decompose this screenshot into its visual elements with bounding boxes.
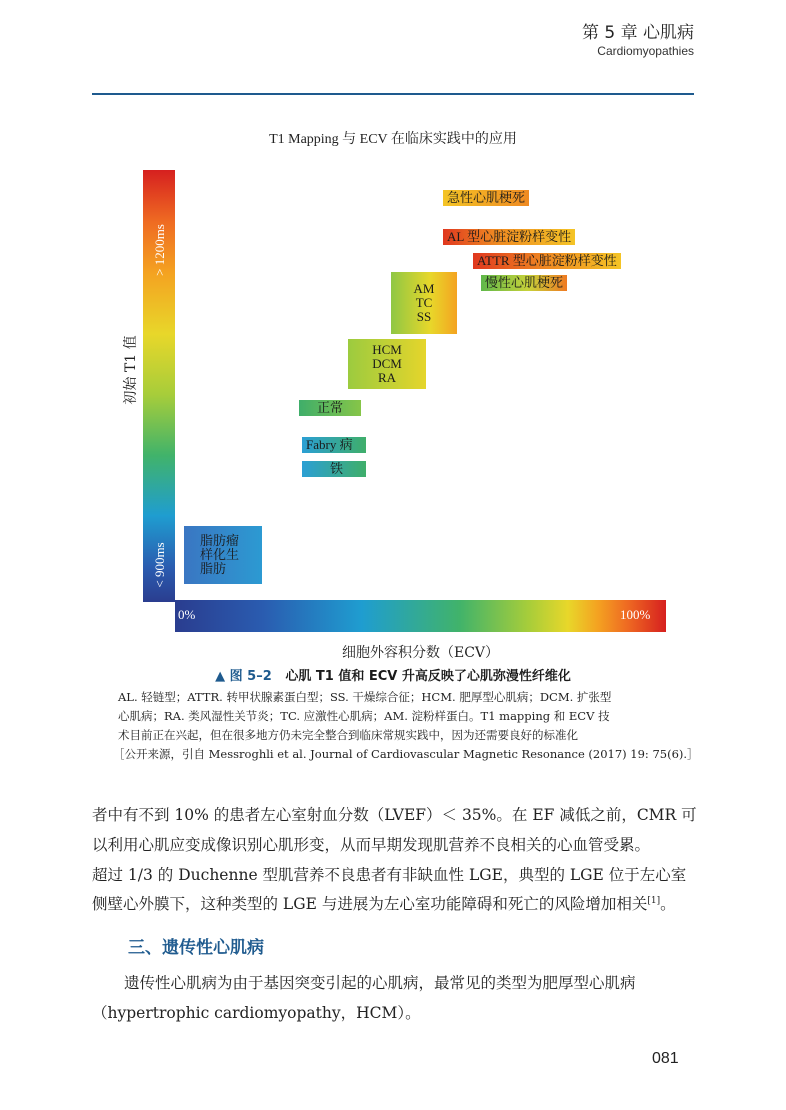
- box-am-tc-ss: [391, 272, 457, 334]
- label-fat-2: 样化生: [200, 547, 240, 562]
- body-line: 超过 1/3 的 Duchenne 型肌营养不良患者有非缺血性 LGE，典型的 LGE 位于左心室: [92, 866, 687, 884]
- y-bottom-label: [136, 530, 184, 600]
- box-fabry: [302, 437, 366, 453]
- ecv-gradient-axis: [175, 600, 666, 632]
- caption-marker: ▲: [215, 669, 226, 684]
- caption-text: 心肌 T1 值和 ECV 升高反映了心肌弥漫性纤维化: [285, 669, 571, 684]
- label-am: AM: [413, 281, 435, 296]
- box-iron: [302, 461, 366, 477]
- label-hcm: HCM: [372, 342, 402, 357]
- box-fat: [184, 526, 262, 584]
- box-attr-amyloid: ATTR 型心脏淀粉样变性: [473, 253, 621, 269]
- figure-caption: [0, 665, 786, 684]
- box-hcm-dcm-ra: [348, 339, 426, 389]
- label-fat-1: 脂肪瘤: [200, 533, 240, 548]
- box-acute-mi: 急性心肌梗死: [443, 190, 529, 206]
- label-tc: TC: [415, 295, 433, 310]
- y-bottom-label-text: < 900ms: [152, 542, 167, 588]
- box-chronic-mi: 慢性心肌梗死: [481, 275, 567, 291]
- label-fat-3: 脂肪: [200, 561, 227, 576]
- figure-title: T1 Mapping 与 ECV 在临床实践中的应用: [269, 132, 517, 147]
- box-al-amyloid: AL 型心脏淀粉样变性: [443, 229, 575, 245]
- body-line: [92, 886, 694, 919]
- chapter-title: 第 5 章 心肌病: [581, 23, 694, 43]
- y-top-label-text: > 1200ms: [152, 224, 167, 276]
- chapter-title-en: Cardiomyopathies: [597, 44, 694, 58]
- x-right-label: 100%: [620, 607, 651, 622]
- label-normal: 正常: [317, 400, 344, 415]
- y-top-label: [136, 205, 184, 295]
- body-line: 遗传性心肌病为由于基因突变引起的心肌病，最常见的类型为肥厚型心肌病: [124, 974, 636, 992]
- label-dcm: DCM: [372, 356, 402, 371]
- caption-source-line: ［公开来源，引自 Messroghli et al. Journal of Cardiovascular Magnetic Resonance (2017) 19: 75(6).］: [113, 747, 699, 761]
- caption-note-line: 术目前正在兴起，但在很多地方仍未完全整合到临床常规实践中，因为还需要良好的标准化: [118, 728, 578, 742]
- body-line: 以利用心肌应变成像识别心肌形变，从而早期发现肌营养不良相关的心血管受累。: [92, 836, 651, 854]
- label-ss: SS: [416, 309, 432, 324]
- y-axis-title-text: 初始 T1 值: [123, 335, 139, 405]
- page-number: 081: [652, 1050, 679, 1067]
- caption-note-line: 心肌病；RA. 类风湿性关节炎；TC. 应激性心肌病；AM. 淀粉样蛋白。T1 mapping 和 ECV 技: [118, 709, 610, 723]
- header-rule: [92, 93, 694, 95]
- x-axis-title: 细胞外容积分数（ECV）: [341, 645, 500, 661]
- box-normal: [299, 400, 361, 416]
- caption-note-line: AL. 轻链型；ATTR. 转甲状腺素蛋白型；SS. 干燥综合征；HCM. 肥厚型心肌病；DCM. 扩张型: [118, 690, 612, 704]
- label-ra: RA: [377, 370, 397, 385]
- label-iron: 铁: [330, 461, 344, 476]
- caption-number: 图 5–2: [229, 669, 272, 684]
- label-fabry: Fabry 病: [306, 437, 353, 452]
- reference-mark: [1]: [647, 896, 661, 906]
- body-line-end: 。: [660, 895, 676, 914]
- body-line-text: 侧壁心外膜下，这种类型的 LGE 与进展为左心室功能障碍和死亡的风险增加相关: [92, 895, 648, 914]
- section-title: 三、遗传性心肌病: [128, 938, 264, 958]
- x-left-label: 0%: [178, 607, 196, 622]
- body-line: （hypertrophic cardiomyopathy，HCM）。: [92, 1004, 421, 1022]
- body-line: 者中有不到 10% 的患者左心室射血分数（LVEF）＜ 35%。在 EF 减低之前，CMR 可: [92, 806, 697, 824]
